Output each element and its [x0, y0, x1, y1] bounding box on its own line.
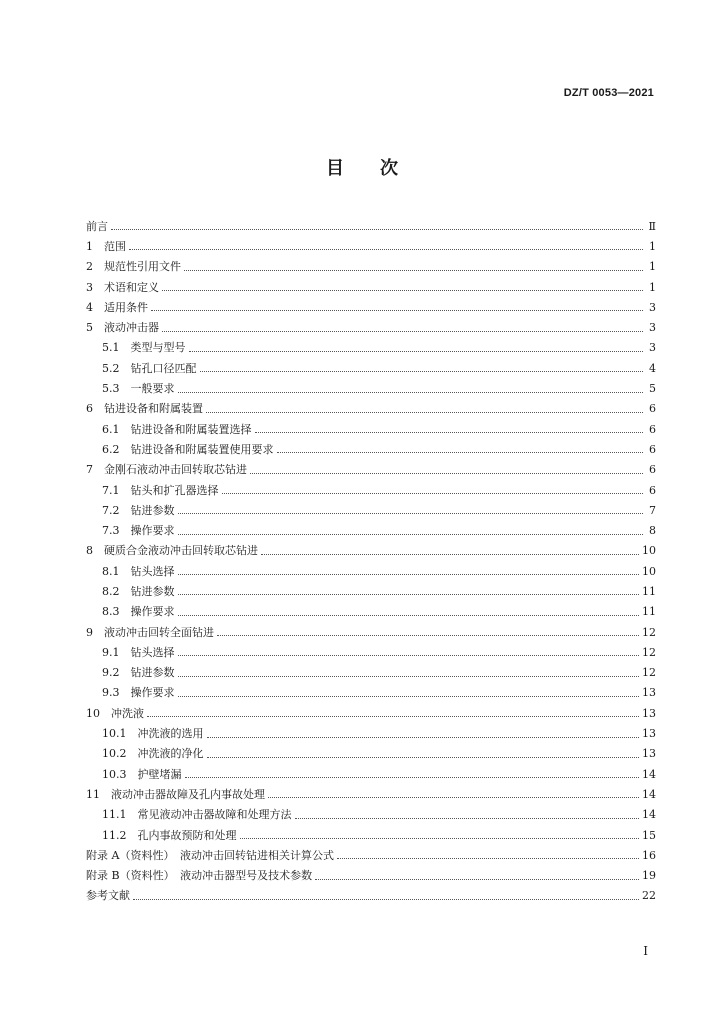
toc-entry-page: 16: [642, 848, 656, 862]
toc-entry-label: 6.2 钻进设备和附属装置使用要求: [102, 442, 274, 456]
toc-entry-page: 12: [642, 666, 656, 680]
toc-entry-page: 1: [649, 280, 656, 294]
toc-entry-page: 6: [649, 422, 656, 436]
toc-entry-page: 7: [649, 503, 656, 517]
toc-leader-dots: [295, 817, 640, 819]
toc-entry-label: 8.1 钻头选择: [102, 564, 175, 578]
toc-leader-dots: [178, 654, 640, 656]
toc-entry[interactable]: [86, 541, 656, 561]
toc-leader-dots: [178, 593, 640, 595]
toc-entry-page: 14: [642, 808, 656, 822]
toc-entry-label: 7 金刚石液动冲击回转取芯钻进: [86, 463, 247, 477]
toc-entry-label: 10 冲洗液: [86, 706, 144, 720]
toc-entry[interactable]: [86, 845, 656, 865]
toc-entry-page: 13: [642, 686, 656, 700]
toc-entry-page: 22: [642, 889, 656, 903]
toc-entry-label: 参考文献: [86, 889, 130, 903]
toc-entry[interactable]: [86, 784, 656, 804]
toc-entry-label: 6 钻进设备和附属装置: [86, 402, 203, 416]
page-title: 目 次: [326, 158, 398, 179]
toc-entry-label: 8.3 操作要求: [102, 605, 175, 619]
toc-entry-page: 11: [642, 605, 656, 619]
toc-entry-label: 8 硬质合金液动冲击回转取芯钻进: [86, 544, 258, 558]
toc-entry-page: Ⅱ: [648, 219, 656, 233]
toc-entry-label: 4 适用条件: [86, 300, 148, 314]
toc-entry[interactable]: [86, 277, 656, 297]
toc-entry-page: 4: [649, 361, 656, 375]
toc-entry-page: 13: [642, 727, 656, 741]
toc-entry-page: 6: [649, 442, 656, 456]
toc-entry[interactable]: [86, 358, 656, 378]
toc-leader-dots: [268, 796, 639, 798]
toc-leader-dots: [178, 695, 640, 697]
toc-entry-label: 2 规范性引用文件: [86, 260, 181, 274]
toc-entry[interactable]: [86, 764, 656, 784]
toc-entry-label: 11.2 孔内事故预防和处理: [102, 828, 237, 842]
toc-entry-label: 5 液动冲击器: [86, 321, 159, 335]
toc-entry-page: 10: [642, 544, 656, 558]
toc-entry-label: 7.3 操作要求: [102, 524, 175, 538]
toc-entry[interactable]: [86, 866, 656, 886]
toc-leader-dots: [162, 289, 643, 291]
toc-entry[interactable]: [86, 581, 656, 601]
toc-entry-page: 8: [649, 524, 656, 538]
toc-entry-label: 3 术语和定义: [86, 280, 159, 294]
toc-leader-dots: [178, 573, 640, 575]
toc-entry-label: 6.1 钻进设备和附属装置选择: [102, 422, 252, 436]
toc-entry-label: 10.3 护壁堵漏: [102, 767, 182, 781]
toc-leader-dots: [189, 350, 644, 352]
toc-entry-label: 11.1 常见液动冲击器故障和处理方法: [102, 808, 292, 822]
toc-leader-dots: [255, 431, 644, 433]
toc-entry[interactable]: [86, 216, 656, 236]
toc-leader-dots: [147, 715, 639, 717]
toc-entry-page: 10: [642, 564, 656, 578]
toc-entry[interactable]: [86, 805, 656, 825]
toc-entry-label: 9.1 钻头选择: [102, 645, 175, 659]
toc-entry-label: 7.1 钻头和扩孔器选择: [102, 483, 219, 497]
toc-leader-dots: [277, 451, 644, 453]
toc-entry-page: 14: [642, 787, 656, 801]
toc-entry-page: 12: [642, 645, 656, 659]
toc-entry-page: 13: [642, 706, 656, 720]
toc-entry-label: 10.1 冲洗液的选用: [102, 727, 204, 741]
toc-leader-dots: [222, 492, 644, 494]
toc-entry[interactable]: [86, 602, 656, 622]
toc-entry[interactable]: [86, 236, 656, 256]
toc-entry-page: 1: [649, 260, 656, 274]
toc-leader-dots: [111, 228, 643, 230]
toc-entry[interactable]: [86, 703, 656, 723]
toc-entry-label: 前言: [86, 219, 108, 233]
toc-entry-label: 7.2 钻进参数: [102, 503, 175, 517]
toc-leader-dots: [178, 614, 640, 616]
toc-entry-page: 14: [642, 767, 656, 781]
toc-entry[interactable]: [86, 886, 656, 906]
toc-entry-page: 13: [642, 747, 656, 761]
toc-entry-page: 11: [642, 584, 656, 598]
toc-leader-dots: [129, 248, 643, 250]
toc-entry-label: 9 液动冲击回转全面钻进: [86, 625, 214, 639]
toc-entry-page: 6: [649, 483, 656, 497]
toc-leader-dots: [207, 736, 640, 738]
toc-entry[interactable]: [86, 642, 656, 662]
toc-entry-page: 19: [642, 869, 656, 883]
toc-entry[interactable]: [86, 338, 656, 358]
toc-entry-label: 5.1 类型与型号: [102, 341, 186, 355]
toc-leader-dots: [217, 634, 639, 636]
toc-entry[interactable]: [86, 622, 656, 642]
toc-entry[interactable]: [86, 439, 656, 459]
toc-leader-dots: [200, 370, 644, 372]
toc-leader-dots: [162, 330, 643, 332]
toc-entry[interactable]: [86, 399, 656, 419]
toc-entry-label: 5.3 一般要求: [102, 382, 175, 396]
toc-leader-dots: [178, 533, 644, 535]
toc-entry-label: 附录 B（资料性） 液动冲击器型号及技术参数: [86, 869, 313, 883]
standard-code: DZ/T 0053—2021: [563, 87, 654, 99]
toc-leader-dots: [178, 675, 640, 677]
toc-entry-page: 6: [649, 463, 656, 477]
toc-entry[interactable]: [86, 744, 656, 764]
toc-entry[interactable]: [86, 480, 656, 500]
page-number: I: [643, 944, 648, 958]
toc-leader-dots: [250, 472, 643, 474]
toc-leader-dots: [185, 776, 640, 778]
toc-leader-dots: [133, 898, 639, 900]
toc-entry-label: 附录 A（资料性） 液动冲击回转钻进相关计算公式: [86, 848, 334, 862]
toc-leader-dots: [178, 512, 644, 514]
toc-entry[interactable]: [86, 297, 656, 317]
toc-leader-dots: [178, 391, 644, 393]
toc-entry[interactable]: [86, 561, 656, 581]
toc-entry[interactable]: [86, 378, 656, 398]
toc-entry[interactable]: [86, 723, 656, 743]
toc-entry-page: 1: [649, 239, 656, 253]
toc-entry[interactable]: [86, 683, 656, 703]
toc-entry-page: 3: [649, 321, 656, 335]
toc-leader-dots: [207, 756, 640, 758]
toc-entry-label: 11 液动冲击器故障及孔内事故处理: [86, 787, 265, 801]
toc-entry[interactable]: [86, 520, 656, 540]
toc-entry-page: 12: [642, 625, 656, 639]
toc-leader-dots: [184, 269, 643, 271]
toc-entry-label: 5.2 钻孔口径匹配: [102, 361, 197, 375]
toc-leader-dots: [151, 309, 643, 311]
toc-entry-label: 8.2 钻进参数: [102, 584, 175, 598]
toc-entry-page: 3: [649, 341, 656, 355]
toc-entry-page: 5: [649, 382, 656, 396]
toc-entry-page: 6: [649, 402, 656, 416]
toc-entry[interactable]: [86, 419, 656, 439]
toc-leader-dots: [240, 837, 640, 839]
toc-entry[interactable]: [86, 663, 656, 683]
toc-leader-dots: [337, 857, 639, 859]
toc-leader-dots: [315, 878, 639, 880]
toc-leader-dots: [261, 553, 639, 555]
toc-entry-page: 3: [649, 300, 656, 314]
toc-leader-dots: [206, 411, 643, 413]
toc-entry-label: 9.2 钻进参数: [102, 666, 175, 680]
toc-entry-label: 9.3 操作要求: [102, 686, 175, 700]
toc-entry-label: 1 范围: [86, 239, 126, 253]
toc-entry[interactable]: [86, 257, 656, 277]
toc-entry[interactable]: [86, 825, 656, 845]
toc-entry[interactable]: [86, 317, 656, 337]
toc-entry[interactable]: [86, 460, 656, 480]
toc-entry[interactable]: [86, 500, 656, 520]
toc-entry-page: 15: [642, 828, 656, 842]
toc-entry-label: 10.2 冲洗液的净化: [102, 747, 204, 761]
table-of-contents: [86, 216, 656, 906]
